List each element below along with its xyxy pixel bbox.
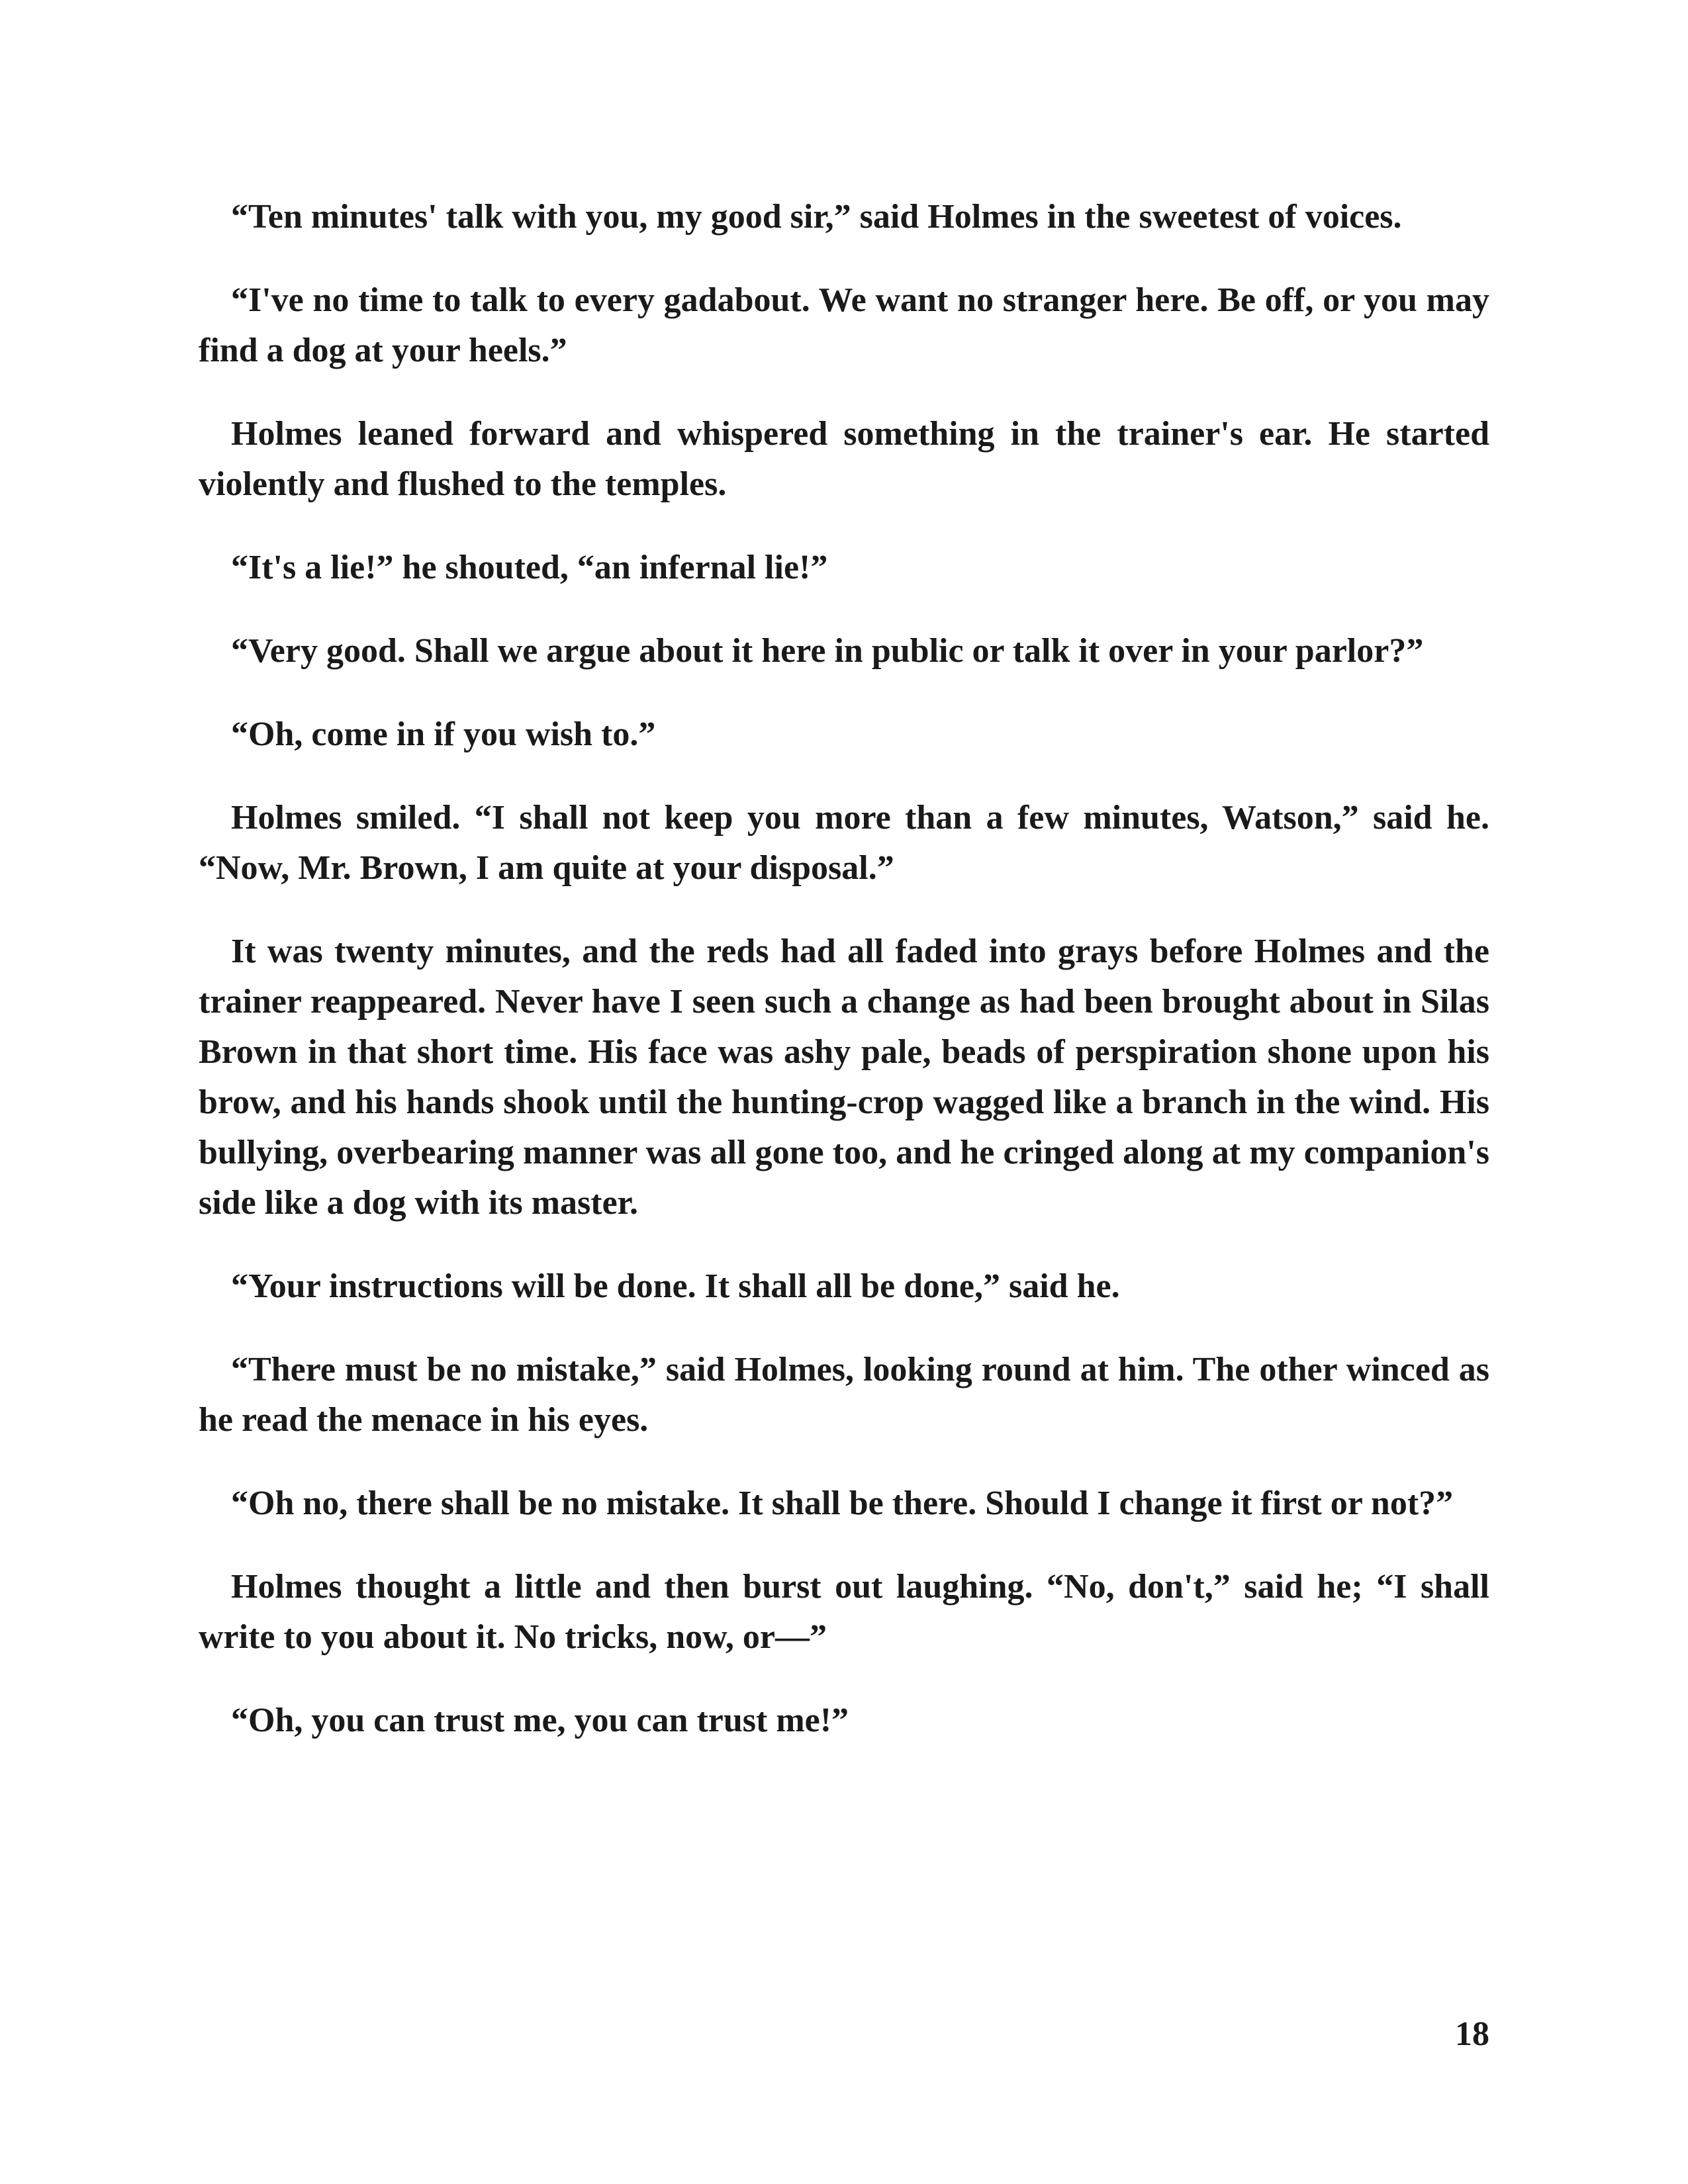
- paragraph-13: “Oh, you can trust me, you can trust me!”: [231, 1702, 849, 1739]
- paragraph-9: “Your instructions will be done. It shall all be done,” said he.: [231, 1267, 1120, 1305]
- page-number: 18: [1455, 2015, 1489, 2053]
- paragraph-10: “There must be no mistake,” said Holmes, looking round at him. The other winced as he read the menace in his eyes.: [199, 1351, 1489, 1439]
- page-body-text: [199, 192, 1489, 1779]
- paragraph-1: “Ten minutes' talk with you, my good sir,” said Holmes in the sweetest of voices.: [231, 198, 1402, 236]
- paragraph-7: Holmes smiled. “I shall not keep you more than a few minutes, Watson,” said he. “Now, Mr. Brown, I am quite at your disposal.”: [199, 799, 1489, 887]
- paragraph-4: “It's a lie!” he shouted, “an infernal lie!”: [231, 549, 828, 586]
- paragraph-5: “Very good. Shall we argue about it here in public or talk it over in your parlor?”: [231, 632, 1424, 670]
- paragraph-11: “Oh no, there shall be no mistake. It shall be there. Should I change it first or not?”: [231, 1484, 1454, 1522]
- paragraph-3: Holmes leaned forward and whispered something in the trainer's ear. He started violently and flushed to the temples.: [199, 415, 1489, 503]
- paragraph-2: “I've no time to talk to every gadabout. We want no stranger here. Be off, or you may find a dog at your heels.”: [199, 281, 1489, 369]
- paragraph-12: Holmes thought a little and then burst out laughing. “No, don't,” said he; “I shall write to you about it. No tricks, now, or—”: [199, 1568, 1489, 1656]
- paragraph-6: “Oh, come in if you wish to.”: [231, 715, 656, 753]
- paragraph-8: It was twenty minutes, and the reds had all faded into grays before Holmes and the trainer reappeared. Never have I seen such a change as had been brought about in Silas Brown in that short time. His face was ashy pale, beads of perspiration shone upon his brow, and his hands shook until the hunting-crop wagged like a branch in the wind. His bullying, overbearing manner was all gone too, and he cringed along at my companion's side like a dog with its master.: [199, 933, 1489, 1222]
